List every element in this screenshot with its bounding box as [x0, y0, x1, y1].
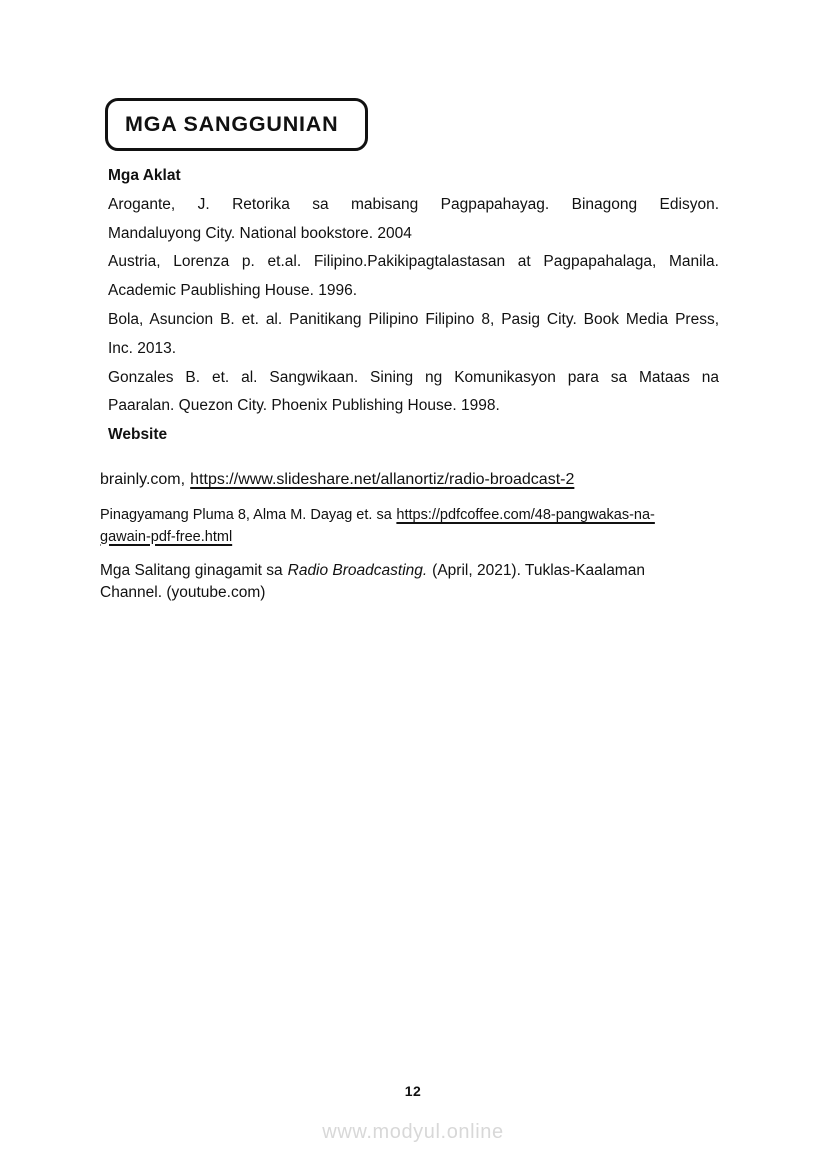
website-reference-pdfcoffee	[100, 505, 726, 548]
section-title-box	[105, 98, 368, 151]
book-reference	[108, 306, 719, 364]
website-reference-brainly	[100, 469, 726, 491]
reference-text: Mga Salitang ginagamit sa	[100, 562, 283, 579]
books-heading: Mga Aklat	[108, 167, 181, 184]
reference-line: Channel. (youtube.com)	[100, 584, 266, 601]
book-reference-line: Mandaluyong City. National bookstore. 2004	[108, 224, 412, 242]
book-reference	[108, 191, 719, 249]
reference-line	[100, 527, 726, 549]
reference-text: Pinagyamang Pluma 8, Alma M. Dayag et. sa	[100, 507, 392, 523]
book-reference	[108, 248, 719, 306]
page-number: 12	[404, 1083, 422, 1099]
reference-line	[100, 560, 726, 582]
website-reference-youtube	[100, 560, 726, 604]
book-reference-line: Gonzales B. et. al. Sangwikaan. Sining ng Komunikasyon para sa Mataas na	[108, 368, 719, 386]
reference-title-italic: Radio Broadcasting.	[287, 562, 428, 579]
watermark: www.modyul.online	[322, 1121, 504, 1143]
reference-line	[100, 505, 726, 527]
pdfcoffee-link[interactable]: https://pdfcoffee.com/48-pangwakas-na-	[396, 507, 655, 523]
pdfcoffee-link[interactable]: gawain-pdf-free.html	[100, 528, 233, 545]
book-reference-line: Inc. 2013.	[108, 339, 177, 357]
books-section	[108, 162, 719, 450]
website-heading: Website	[108, 426, 168, 444]
book-reference-line: Bola, Asuncion B. et. al. Panitikang Pilipino Filipino 8, Pasig City. Book Media Press,	[108, 310, 719, 328]
book-reference-line: Austria, Lorenza p. et.al. Filipino.Pakikipagtalastasan at Pagpapahalaga, Manila.	[108, 253, 719, 271]
book-reference-line: Academic Paublishing House. 1996.	[108, 282, 358, 300]
book-reference-line: Paaralan. Quezon City. Phoenix Publishing House. 1998.	[108, 397, 500, 415]
section-title: MGA SANGGUNIAN	[125, 112, 339, 136]
slideshare-link[interactable]: https://www.slideshare.net/allanortiz/radio-broadcast-2	[190, 471, 575, 488]
reference-text: brainly.com,	[100, 471, 186, 488]
book-reference-line: Arogante, J. Retorika sa mabisang Pagpapahayag. Binagong Edisyon.	[108, 195, 719, 213]
book-reference	[108, 364, 719, 422]
reference-text: (April, 2021). Tuklas-Kaalaman	[432, 562, 645, 579]
